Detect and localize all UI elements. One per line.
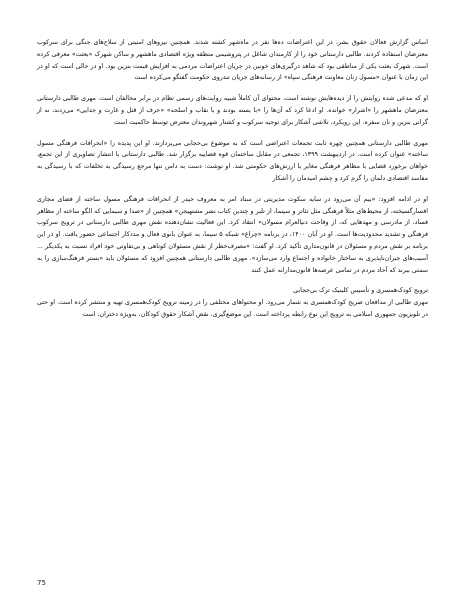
paragraph-5: ترویج کودک‌همسری و تأسیس کلینیک ترک بی‌حجابی مهری طالبی از مدافعان صریح کودک‌همسری به شمار می‌رود. او محتواهای مختلفی را در زمینه ترویج کودک‌همسری تهیه و منتشر کرده است. او حتی در تلویزیون جمهوری اسلامی به ترویج این نوع رابطه پرداخته است. این موضع‌گیری، نقض آشکار حقوق کودکان، به‌ویژه دختران، است: [37, 287, 428, 318]
paragraph-3: مهری طالبی دارستانی همچنین چهره ثابت تجمعات اعتراضی است که به موضوع بی‌حجابی می‌پردازند. او این پدیده را «انحرافات فرهنگی مسول ساخته» عنوان کرده است. در اردیبهشت ۱۳۹۹، تجمعی در مقابل ساختمان قوه قضاییه برگزار شد. طالبی دارستانی با انتشار تصاویری از این تجمع، خواهان برخورد قضایی با مظاهر فرهنگی مغایر با ارزش‌های حکومتی شد. او نوشت: دست به دامن تنها مرجع رسیدگی به تخلفات که با رسیدگی به مفاسد اقتصادی دلمان را گرم کرد و چشم امیدمان را آشکار: [37, 139, 429, 182]
paragraph-1: اساس گزارش فعالان حقوق بشر، در این اعتراضات ده‌ها نفر در ماه‌شهر کشته شدند. همچنین نیروهای امنیتی از سلاح‌های جنگی برای سرکوب معترضان استفاده کردند. طالبی دارستانی خود را از کارمندان شاغل در پتروشیمی منطقه ویژه اقتصادی ماهشهر و ساکن شهرک «بعثت» معرفی کرده است. شهرک بعثت یکی از مناطقی بود که شاهد درگیری‌های خونین در جریان اعتراضات مردمی به افزایش قیمت بنزین بود. او در حالی است که او در این زمان با عنوان «مسول زنان معاونت فرهنگی سپاه» از رسانه‌های جریان تندروی حکومت گفتگو می‌کرده است: [37, 39, 428, 82]
document-body: [37, 37, 428, 330]
page-number: 75: [37, 579, 46, 587]
paragraph-2: او که مدعی شده روایتش را از دیده‌هایش نوشته است، محتوای آن کاملاً شبیه روایت‌های رسمی نظام در برابر مخالفان است. مهری طالبی دارستانی معترضان ماهشهر را «اشرار» خوانده. او ادعا کرد که آن‌ها را «با بسته بودند و با نقاب و اسلحه» «حرف از قتل و غارت و جدایی» می‌زدند، نه از گرانی بنزین و نان سفره. این رویکرد، تلاشی آشکار برای توجیه سرکوب و کشتار شهروندان معترض توسط حاکمیت است: [37, 95, 428, 126]
paragraph-4: او در ادامه افزود: «بیم آن می‌رود در سایه سکوت مدیریتی در ستاد امر به معروف حیدر از انحرافات فرهنگی مسول ساخته از فضای مجازی افسارگسیخته، از محیط‌های مثلاً فرهنگی مثل تئاتر و سینما، از تلبر و چندین کتاب نشر مشتهیجن» همچنین از «صدا و سیمایی که الگو ساخته از مظاهر فساد، از مادرسی و مهدهایی که، از وقاحت دنیالعرام مسولان» انتقاد کرد. این فعالیت نشان‌دهنده نقش مهری طالبی دارستانی در ترویج سرکوب فرهنگی و تشدید محدودیت‌ها است. او در آبان ۱۴۰۰، در برنامه «چراغ» شبکه ۵ سیما، به عنوان بانوی فعال و مددکار اجتماعی حضور یافت. او در این برنامه بر نقش مردم و مسئولان در قانون‌مداری تأکید کرد. او گفت: «مصرف‌خطر از نقش مسئولان کوتاهی و بی‌تفاوتی خود افراد نسبت به یکدیگر ... آسیب‌های جبران‌ناپذیری به ساختار خانواده و اجتماع وارد می‌سازد». مهری طالبی دارستانی همچنین افزود که مسئولان باید «بستر فرهنگ‌سازی را به سمتی ببرند که آحاد مردم در تمامی عرصه‌ها قانون‌مدارانه عمل کنند: [37, 195, 428, 274]
